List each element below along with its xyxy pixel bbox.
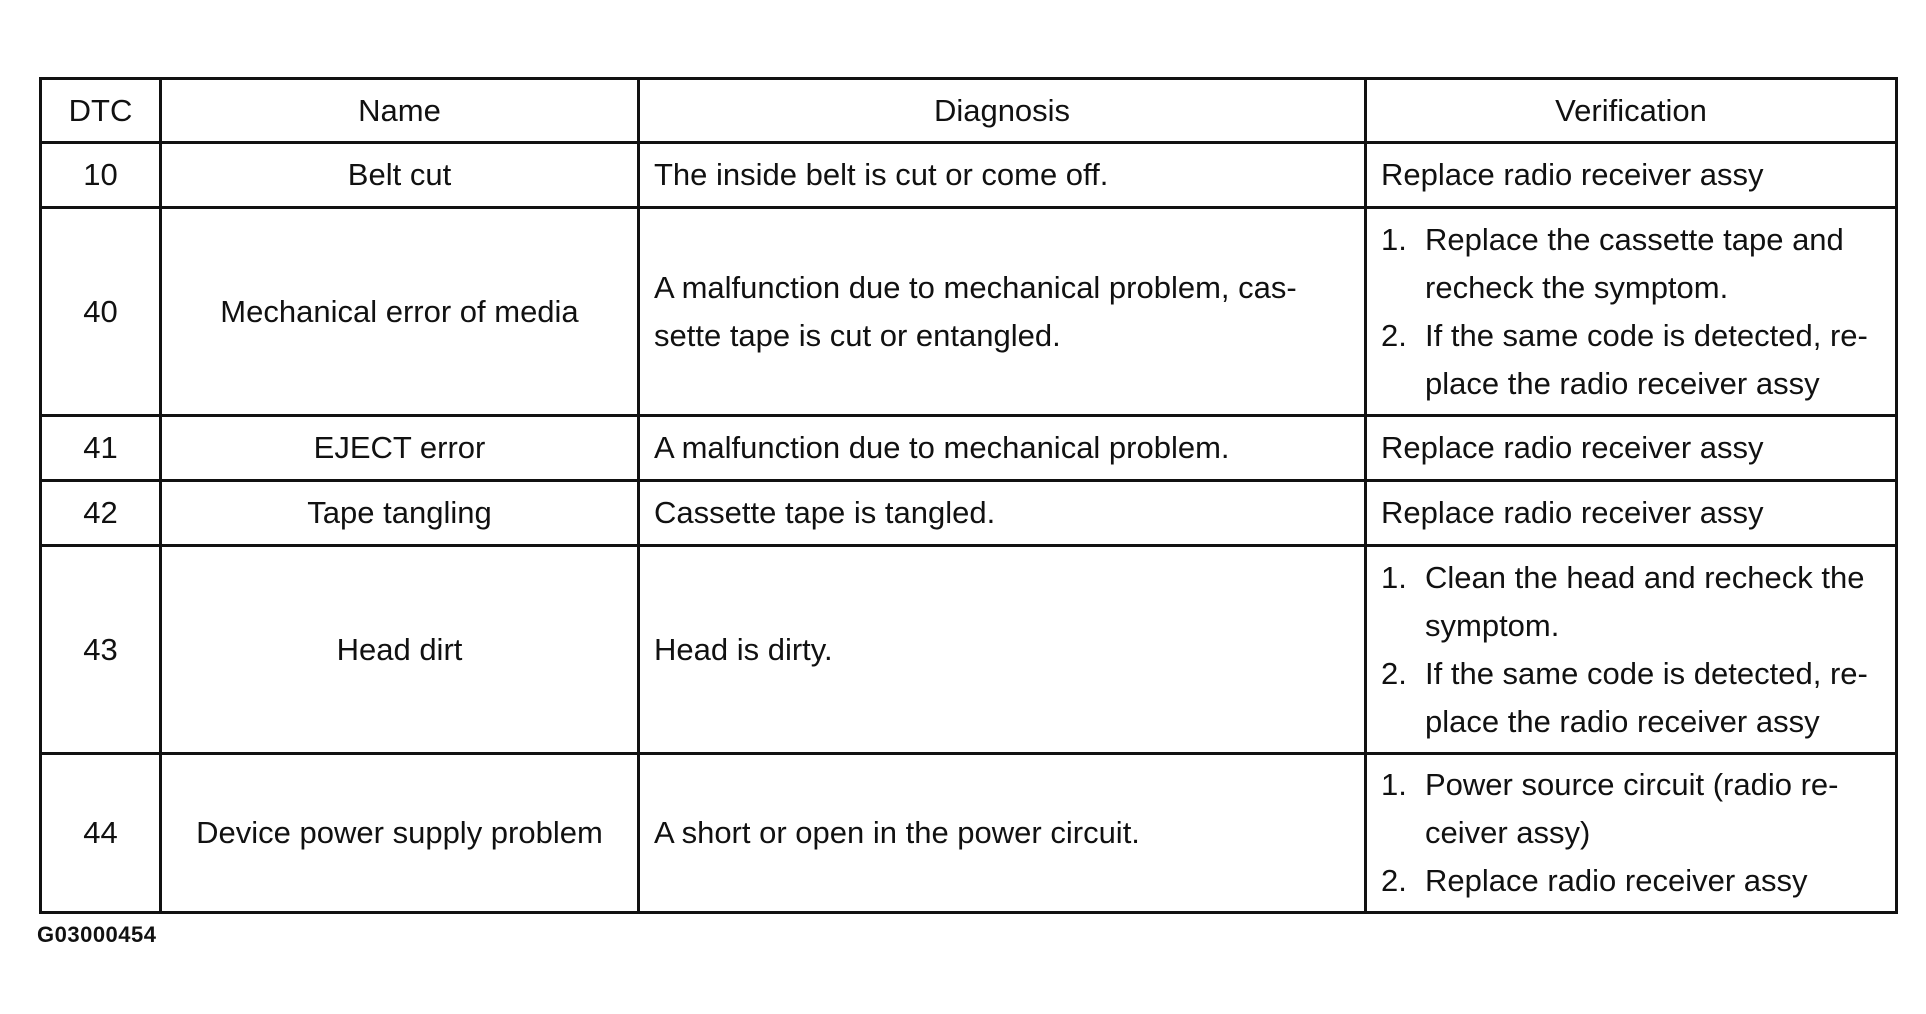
dtc-code: 42 [41,481,161,546]
step-number: 1. [1381,559,1407,595]
verification-step [1381,650,1881,746]
diagnosis-line: Cassette tape is tangled. [654,495,996,530]
dtc-code: 10 [41,143,161,208]
step-number: 2. [1381,317,1407,353]
figure-id: G03000454 [37,922,157,947]
verification-step [1381,216,1881,312]
verification-step [1381,857,1881,905]
step-line: ceiver assy) [1425,815,1591,850]
dtc-diagnosis [639,754,1366,913]
verification-step [1381,554,1881,650]
verification-steps [1381,761,1881,905]
table-row [41,546,1897,754]
dtc-verification [1366,754,1897,913]
dtc-name: Mechanical error of media [161,208,639,416]
header-diagnosis: Diagnosis [639,79,1366,143]
dtc-code: 44 [41,754,161,913]
step-line: place the radio receiver assy [1425,365,1820,401]
header-dtc: DTC [41,79,161,143]
dtc-diagnosis [639,481,1366,546]
step-line: Replace radio receiver assy [1425,863,1808,898]
dtc-name: EJECT error [161,416,639,481]
header-row [41,79,1897,143]
step-number: 2. [1381,863,1407,898]
dtc-diagnosis [639,416,1366,481]
header-verification: Verification [1366,79,1897,143]
dtc-verification [1366,208,1897,416]
verification-step [1381,761,1881,857]
step-line: symptom. [1425,607,1560,643]
dtc-diagnosis [639,143,1366,208]
table-row [41,754,1897,913]
dtc-table [39,77,1898,914]
step-line: If the same code is detected, re- [1425,317,1868,353]
step-number: 1. [1381,221,1407,257]
dtc-name: Head dirt [161,546,639,754]
step-line: Power source circuit (radio re- [1425,767,1839,802]
table-row [41,416,1897,481]
dtc-code: 43 [41,546,161,754]
dtc-verification: Replace radio receiver assy [1366,416,1897,481]
diagnosis-line: A malfunction due to mechanical problem, cas- [654,269,1297,305]
dtc-code: 41 [41,416,161,481]
dtc-diagnosis [639,208,1366,416]
diagnosis-line: The inside belt is cut or come off. [654,157,1109,192]
table-row [41,481,1897,546]
diagnosis-line: sette tape is cut or entangled. [654,317,1061,353]
table-row [41,143,1897,208]
verification-steps [1381,554,1881,746]
verification-steps [1381,216,1881,408]
verification-step [1381,312,1881,408]
dtc-verification [1366,546,1897,754]
step-number: 1. [1381,767,1407,802]
dtc-diagnosis [639,546,1366,754]
step-line: Clean the head and recheck the [1425,559,1865,595]
dtc-name: Belt cut [161,143,639,208]
dtc-verification: Replace radio receiver assy [1366,143,1897,208]
dtc-code: 40 [41,208,161,416]
diagnosis-line: Head is dirty. [654,631,833,667]
step-line: If the same code is detected, re- [1425,655,1868,691]
diagnosis-line: A short or open in the power circuit. [654,815,1140,850]
step-line: Replace the cassette tape and [1425,221,1844,257]
dtc-name: Device power supply problem [161,754,639,913]
step-number: 2. [1381,655,1407,691]
table-row [41,208,1897,416]
step-line: recheck the symptom. [1425,269,1729,305]
header-name: Name [161,79,639,143]
dtc-verification: Replace radio receiver assy [1366,481,1897,546]
diagnosis-line: A malfunction due to mechanical problem. [654,430,1230,465]
step-line: place the radio receiver assy [1425,703,1820,739]
dtc-name: Tape tangling [161,481,639,546]
